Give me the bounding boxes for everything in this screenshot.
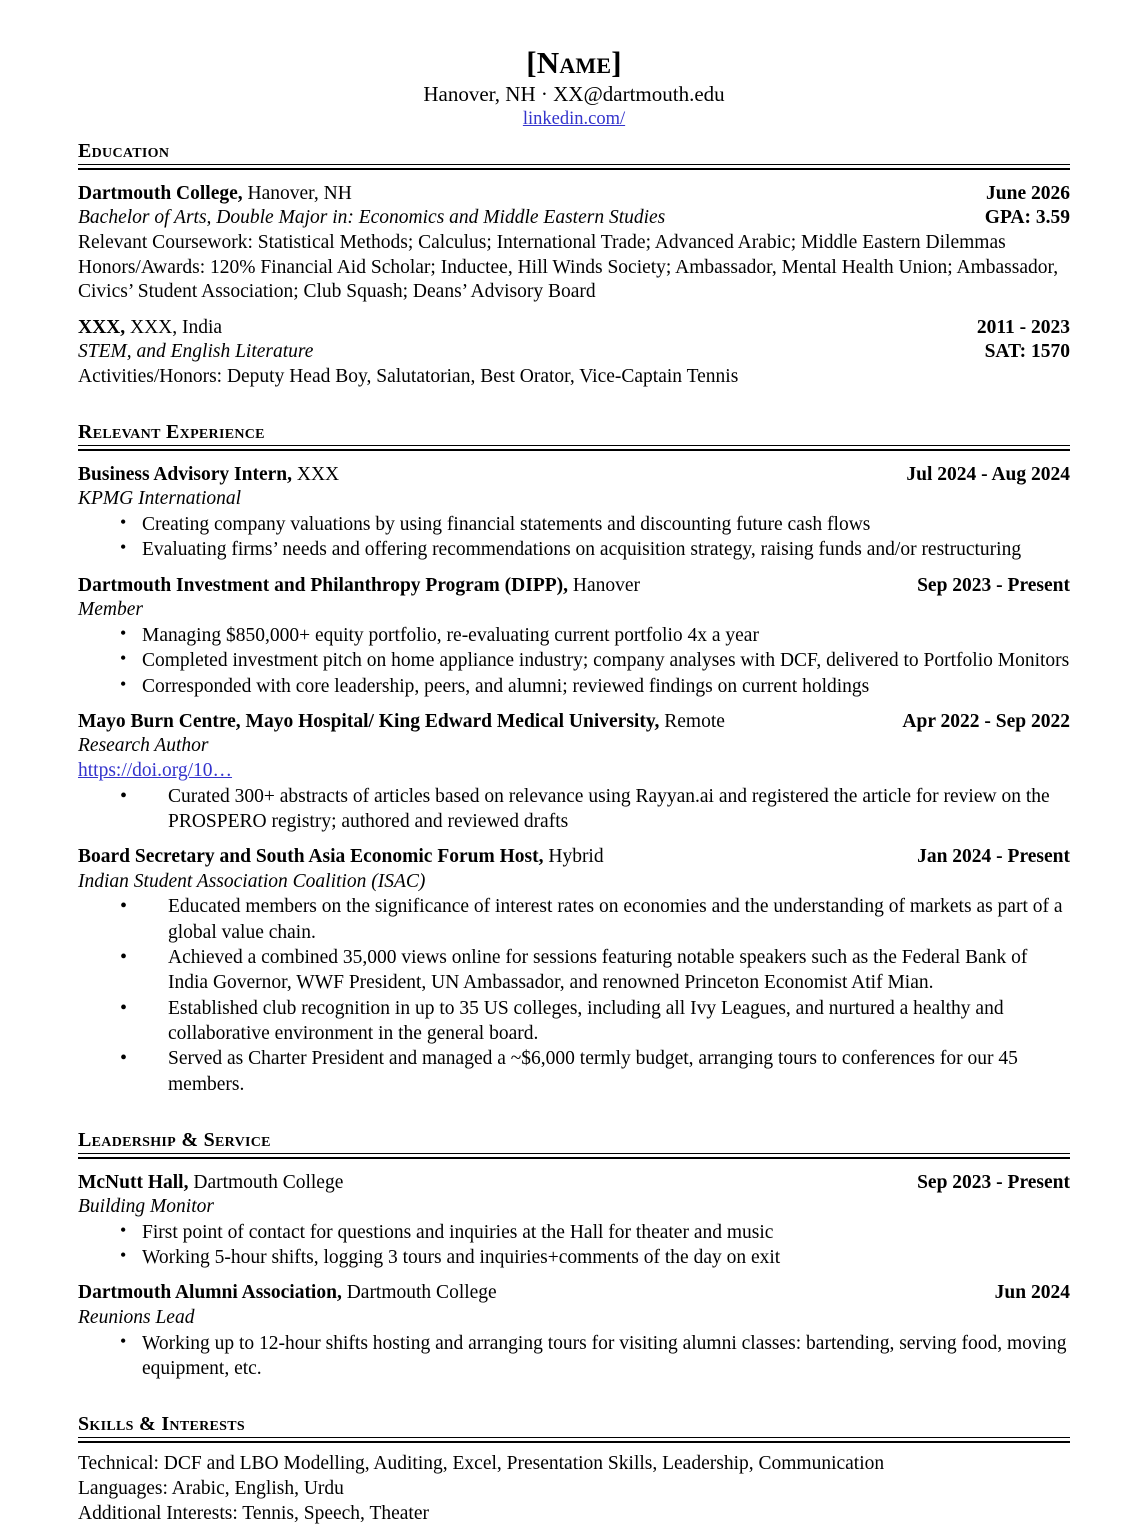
entry-subtitle: Indian Student Association Coalition (ISAC): [78, 870, 426, 892]
entry-date: Sep 2023 - Present: [917, 574, 1070, 596]
section-leadership-service: [78, 1129, 1070, 1381]
entry-title-rest: Hanover: [568, 574, 641, 596]
linkedin-link[interactable]: linkedin.com/: [522, 109, 626, 130]
entry-link-row: [78, 759, 1070, 784]
education-activities: Activities/Honors: Deputy Head Boy, Salutatorian, Best Orator, Vice-Captain Tennis: [78, 365, 739, 387]
entry-subtitle: Bachelor of Arts, Double Major in: Economics and Middle Eastern Studies: [78, 207, 666, 229]
entry-title-bold: Dartmouth Investment and Philanthropy Program (DIPP),: [78, 574, 569, 596]
leadership-entry: [78, 1281, 1070, 1381]
section-heading-experience: Relevant Experience: [78, 421, 1070, 446]
entry-title-rest: Hybrid: [543, 846, 604, 868]
bullet-item: • Working up to 12-hour shifts hosting and arranging tours for visiting alumni classes: bartending, serving food, moving equipment, etc.: [120, 1331, 1070, 1382]
education-coursework: Relevant Coursework: Statistical Methods; Calculus; International Trade; Advanced Arabic; Middle Eastern Dilemmas: [78, 232, 1006, 254]
entry-title: [78, 710, 725, 735]
entry-bullet-list: [78, 623, 1070, 699]
entry-bullet-list: [78, 512, 1070, 563]
experience-entry: [78, 463, 1070, 563]
entry-title-rest: Dartmouth College: [188, 1171, 344, 1193]
entry-header-row: [78, 574, 1070, 599]
ampersand: &: [181, 1129, 199, 1152]
section-divider: [78, 1157, 1070, 1159]
linkedin-line: [78, 108, 1070, 130]
skills-languages: Languages: Arabic, English, Urdu: [78, 1478, 344, 1500]
entry-subtitle: Member: [78, 599, 143, 621]
spacer: [78, 1381, 1070, 1403]
entry-subtitle: Building Monitor: [78, 1196, 214, 1218]
entry-subtitle-row: [78, 206, 1070, 231]
entry-title: [78, 463, 339, 488]
entry-header-row: [78, 463, 1070, 488]
candidate-name: [Name]: [526, 45, 622, 80]
heading-part: Skills: [78, 1413, 134, 1436]
entry-title-bold: Dartmouth College,: [78, 182, 243, 204]
bullet-item: • Educated members on the significance of interest rates on economies and the understanding of markets as part of a global value chain.: [120, 894, 1070, 945]
entry-title: [78, 845, 604, 870]
entry-date: June 2026: [986, 182, 1070, 204]
entry-title-rest: XXX, India: [125, 316, 223, 338]
education-honors: Honors/Awards: 120% Financial Aid Scholar; Inductee, Hill Winds Society; Ambassador, Mental Health Union; Ambassador, Civics’ Student Association; Club Squash; Deans’ Advisory Board: [78, 256, 1059, 303]
entry-title-bold: McNutt Hall,: [78, 1171, 189, 1193]
entry-subtitle-row: [78, 340, 1070, 365]
section-heading-education: Education: [78, 140, 1070, 165]
section-skills-interests: [78, 1413, 1070, 1527]
entry-date: 2011 - 2023: [976, 316, 1070, 338]
experience-entry: [78, 845, 1070, 1097]
entry-date: Jan 2024 - Present: [917, 846, 1070, 868]
entry-header-row: [78, 182, 1070, 207]
bullet-item: • Established club recognition in up to 35 US colleges, including all Ivy Leagues, and nurtured a healthy and collaborative environment in the general board.: [120, 996, 1070, 1047]
entry-subtitle: Reunions Lead: [78, 1307, 195, 1329]
experience-entry: [78, 574, 1070, 699]
bullet-item: • Served as Charter President and managed a ~$6,000 termly budget, arranging tours to conferences for our 45 members.: [120, 1046, 1070, 1097]
entry-header-row: [78, 1281, 1070, 1306]
entry-title: [78, 182, 352, 207]
entry-title-bold: Mayo Burn Centre, Mayo Hospital/ King Edward Medical University,: [78, 710, 660, 732]
skills-technical: Technical: DCF and LBO Modelling, Auditing, Excel, Presentation Skills, Leadership, Communication: [78, 1452, 885, 1474]
entry-bullet-list: [78, 784, 1070, 835]
entry-bullet-list: [78, 894, 1070, 1097]
entry-subtitle: STEM, and English Literature: [78, 341, 314, 363]
bullet-item: • Achieved a combined 35,000 views online for sessions featuring notable speakers such as the Federal Bank of India Governor, WWF President, UN Ambassador, and renowned Princeton Economist Atif Mian.: [120, 945, 1070, 996]
entry-title-rest: XXX: [292, 463, 340, 485]
entry-title: [78, 574, 640, 599]
education-entry: [78, 316, 1070, 390]
entry-header-row: [78, 845, 1070, 870]
bullet-item: • Corresponded with core leadership, peers, and alumni; reviewed findings on current holdings: [120, 674, 1070, 699]
doi-link[interactable]: https://doi.org/10…: [78, 760, 233, 782]
section-relevant-experience: [78, 421, 1070, 1097]
section-divider: [78, 449, 1070, 451]
entry-title: [78, 1171, 343, 1196]
entry-title-bold: XXX,: [78, 316, 126, 338]
entry-title-bold: Business Advisory Intern,: [78, 463, 293, 485]
entry-subtitle: Research Author: [78, 735, 209, 757]
leadership-entry: [78, 1171, 1070, 1271]
entry-title-rest: Hanover, NH: [242, 182, 352, 204]
entry-date: Sep 2023 - Present: [917, 1171, 1070, 1193]
entry-gpa: GPA: 3.59: [984, 207, 1070, 229]
entry-subtitle: KPMG International: [78, 488, 242, 510]
heading-part: Service: [203, 1129, 271, 1152]
bullet-item: • Curated 300+ abstracts of articles based on relevance using Rayyan.ai and registered the article for review on the PROSPERO registry; authored and reviewed drafts: [120, 784, 1070, 835]
section-heading-skills: [78, 1413, 1070, 1438]
section-heading-leadership: [78, 1129, 1070, 1154]
spacer: [78, 389, 1070, 411]
bullet-item: • Evaluating firms’ needs and offering recommendations on acquisition strategy, raising funds and/or restructuring: [120, 537, 1070, 562]
entry-title: [78, 1281, 497, 1306]
entry-bullet-list: [78, 1331, 1070, 1382]
entry-date: Jul 2024 - Aug 2024: [906, 463, 1070, 485]
entry-header-row: [78, 1171, 1070, 1196]
bullet-item: • Completed investment pitch on home appliance industry; company analyses with DCF, delivered to Portfolio Monitors: [120, 648, 1070, 673]
contact-line: Hanover, NH · XX@dartmouth.edu: [423, 82, 725, 107]
entry-header-row: [78, 710, 1070, 735]
skills-body: [78, 1451, 1070, 1527]
entry-title-bold: Board Secretary and South Asia Economic Forum Host,: [78, 846, 544, 868]
section-divider: [78, 1441, 1070, 1443]
entry-title-rest: Remote: [659, 710, 725, 732]
section-education: [78, 140, 1070, 389]
education-entry: [78, 182, 1070, 305]
bullet-item: • Managing $850,000+ equity portfolio, re-evaluating current portfolio 4x a year: [120, 623, 1070, 648]
resume-header: [78, 46, 1070, 130]
bullet-item: • Creating company valuations by using financial statements and discounting future cash flows: [120, 512, 1070, 537]
bullet-item: • First point of contact for questions and inquiries at the Hall for theater and music: [120, 1220, 1070, 1245]
entry-date: Jun 2024: [994, 1282, 1070, 1304]
bullet-item: • Working 5-hour shifts, logging 3 tours and inquiries+comments of the day on exit: [120, 1245, 1070, 1270]
heading-part: Interests: [161, 1413, 245, 1436]
entry-bullet-list: [78, 1220, 1070, 1271]
entry-header-row: [78, 316, 1070, 341]
entry-title: [78, 316, 222, 341]
heading-part: Leadership: [78, 1129, 177, 1152]
section-divider: [78, 168, 1070, 170]
entry-sat: SAT: 1570: [984, 341, 1070, 363]
entry-title-bold: Dartmouth Alumni Association,: [78, 1282, 342, 1304]
entry-date: Apr 2022 - Sep 2022: [902, 710, 1070, 732]
skills-interests: Additional Interests: Tennis, Speech, Theater: [78, 1503, 429, 1525]
experience-entry: [78, 710, 1070, 834]
ampersand: &: [139, 1413, 157, 1436]
spacer: [78, 1097, 1070, 1119]
entry-title-rest: Dartmouth College: [341, 1282, 497, 1304]
